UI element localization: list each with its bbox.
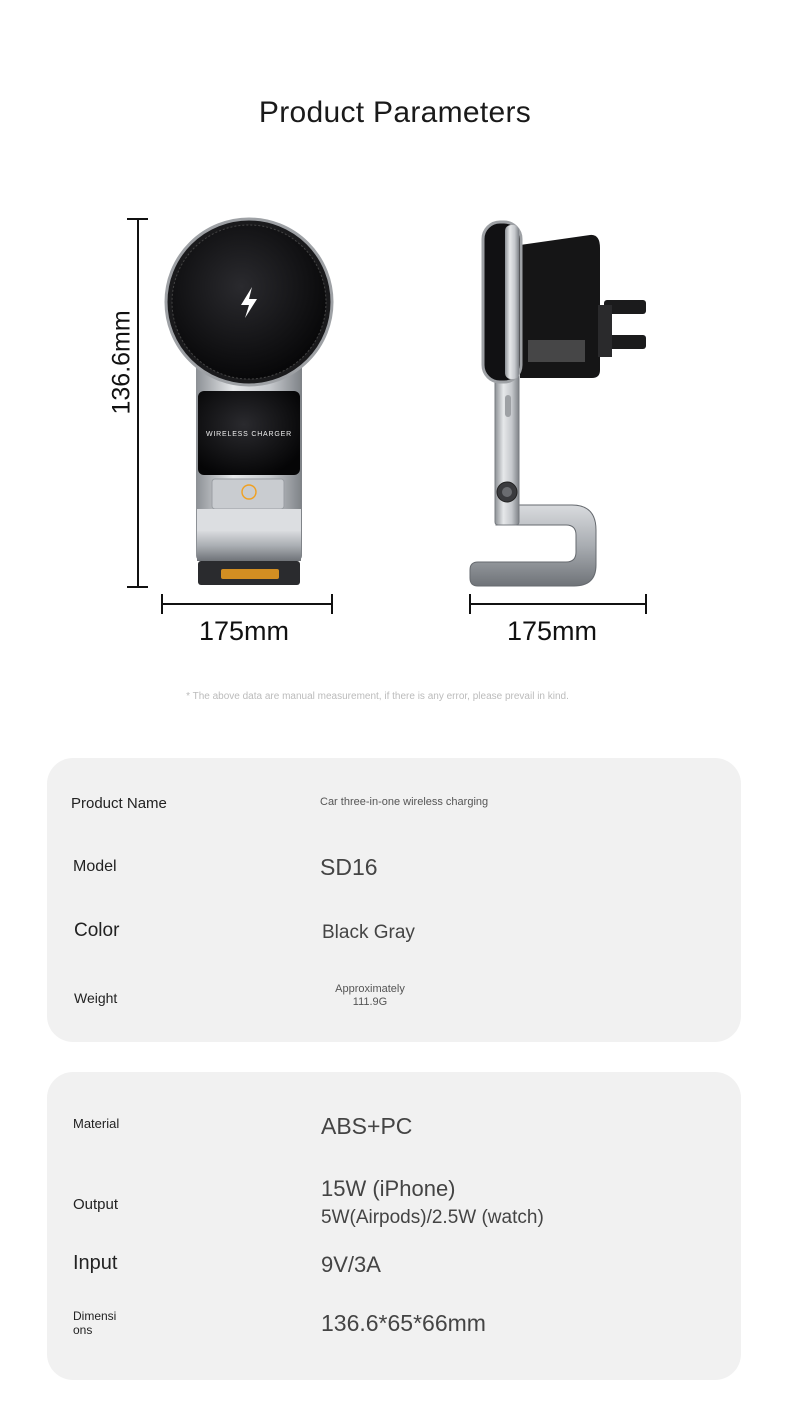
- output-label: Output: [73, 1196, 119, 1213]
- product-name-value: Car three-in-one wireless charging: [320, 796, 489, 808]
- weight-label: Weight: [74, 990, 118, 1006]
- weight-value: [317, 983, 423, 1009]
- output-value-line1: 15W (iPhone): [321, 1176, 456, 1201]
- product-dimension-figure: [0, 200, 790, 660]
- model-value: SD16: [320, 854, 378, 880]
- side-view-product: [470, 222, 646, 586]
- measurement-note: * The above data are manual measurement, if there is any error, please prevail in kind.: [186, 691, 569, 702]
- dimensions-label-line2: ons: [73, 1323, 93, 1337]
- page-title: Product Parameters: [258, 96, 532, 129]
- height-dimension-label: 136.6mm: [107, 310, 136, 415]
- front-width-dimension-label: 175mm: [199, 616, 290, 646]
- model-label: Model: [73, 858, 117, 875]
- material-label: Material: [73, 1116, 120, 1131]
- input-label: Input: [73, 1252, 118, 1274]
- color-value: Black Gray: [322, 922, 415, 943]
- material-value: ABS+PC: [321, 1113, 413, 1139]
- output-value-line2: 5W(Airpods)/2.5W (watch): [321, 1207, 544, 1228]
- weight-value-line2: 111.9G: [352, 996, 388, 1008]
- product-name-label: Product Name: [71, 795, 167, 812]
- front-width-dimension-line: [162, 594, 332, 614]
- front-view-product: [166, 219, 332, 585]
- side-width-dimension-label: 175mm: [507, 616, 598, 646]
- specs-card-secondary: [47, 1072, 741, 1380]
- specs-card-primary: [47, 758, 741, 1042]
- color-label: Color: [74, 920, 120, 941]
- side-width-dimension-line: [470, 594, 646, 614]
- dimensions-label-line1: Dimensi: [73, 1309, 117, 1323]
- product-print-text: WIRELESS CHARGER: [206, 431, 292, 438]
- weight-value-line1: Approximately: [335, 983, 405, 995]
- dimensions-label: [73, 1309, 116, 1337]
- dimensions-value: 136.6*65*66mm: [321, 1310, 486, 1336]
- input-value: 9V/3A: [321, 1252, 381, 1277]
